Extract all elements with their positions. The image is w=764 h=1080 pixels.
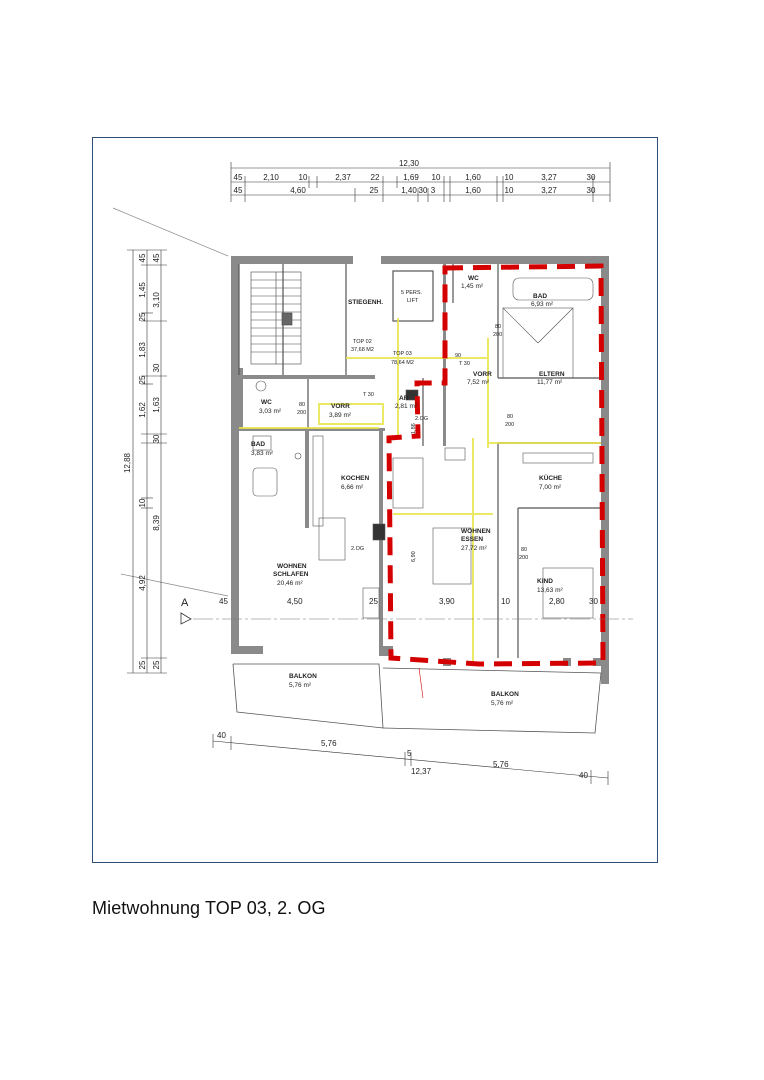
floor-label-2: 2.OG: [415, 416, 429, 422]
room-balkon-left: BALKON: [289, 673, 317, 680]
room-balkon-right-area: 5,76 m²: [491, 700, 514, 707]
svg-text:1,40: 1,40: [401, 186, 417, 195]
bottom-dim-left: 40: [217, 731, 226, 740]
left-dim-col-b: [152, 253, 161, 669]
svg-text:45: 45: [233, 186, 243, 195]
total-width-dim: 12,30: [398, 159, 420, 168]
room-vorr-left: VORR: [331, 403, 350, 410]
room-wc-left: WC: [261, 399, 272, 406]
svg-text:1,60: 1,60: [465, 173, 481, 182]
door-width-label: 90: [455, 353, 462, 359]
inner-dim-label: 4,50: [287, 597, 303, 606]
room-wc-top-area: 1,45 m²: [461, 283, 484, 290]
room-stiegenhaus: STIEGENH.: [348, 299, 384, 306]
fire-door-label: T 30: [459, 361, 470, 367]
svg-text:45: 45: [233, 173, 243, 182]
svg-text:10: 10: [431, 173, 441, 182]
svg-text:3,27: 3,27: [541, 186, 557, 195]
lift-label-2: LIFT: [407, 298, 419, 304]
room-kochen-area: 6,66 m²: [341, 484, 364, 491]
svg-text:10: 10: [504, 186, 514, 195]
svg-text:45: 45: [152, 253, 161, 263]
door-height-label: 200: [505, 422, 515, 428]
svg-text:3: 3: [430, 186, 436, 195]
room-bad-top: BAD: [533, 293, 548, 300]
room-wohnen-schlafen-2: SCHLAFEN: [273, 571, 309, 578]
room-vorr-left-area: 3,89 m²: [329, 412, 352, 419]
svg-text:30: 30: [586, 186, 596, 195]
bottom-dim-seg1: 5,76: [321, 739, 337, 748]
room-ar-area: 2,81 m²: [395, 403, 418, 410]
door-height-label: 200: [519, 555, 529, 561]
svg-text:30: 30: [152, 363, 161, 373]
wall-length-label: 6,90: [411, 551, 417, 562]
reference-line: [113, 208, 228, 256]
svg-text:3,27: 3,27: [541, 173, 557, 182]
room-kind-area: 13,63 m²: [537, 587, 563, 594]
room-wc-top: WC: [468, 275, 479, 282]
svg-text:1,62: 1,62: [138, 402, 147, 418]
svg-text:A: A: [181, 597, 189, 609]
top02-label: TOP 02: [353, 339, 372, 345]
svg-text:1,45: 1,45: [138, 282, 147, 298]
bottom-dim-mid: 5: [407, 749, 412, 758]
svg-text:4,60: 4,60: [290, 186, 306, 195]
svg-text:10: 10: [138, 498, 147, 508]
room-balkon-left-area: 5,76 m²: [289, 682, 312, 689]
door-height-label: 200: [493, 332, 503, 338]
svg-text:2,37: 2,37: [335, 173, 351, 182]
room-eltern-area: 11,77 m²: [537, 379, 563, 386]
bottom-dim-right: 40: [579, 771, 588, 780]
room-wohnen-schlafen-area: 20,46 m²: [277, 580, 303, 587]
door-width-label: 80: [299, 402, 306, 408]
svg-text:25: 25: [138, 660, 147, 670]
door-width-label: 80: [521, 547, 528, 553]
room-wohnen-essen-2: ESSEN: [461, 536, 484, 543]
floor-plan-frame: [92, 137, 658, 863]
section-marker: [181, 597, 633, 624]
room-ar: AR: [399, 395, 409, 402]
svg-text:25: 25: [138, 375, 147, 385]
room-bad-left: BAD: [251, 441, 266, 448]
total-height-dim: 12,88: [123, 452, 132, 474]
room-wohnen-schlafen-1: WOHNEN: [277, 563, 307, 570]
svg-text:3,10: 3,10: [152, 292, 161, 308]
svg-text:30: 30: [152, 434, 161, 444]
svg-text:10: 10: [298, 173, 308, 182]
lift-label-1: 5 PERS.: [401, 290, 423, 296]
svg-text:1,60: 1,60: [465, 186, 481, 195]
svg-text:2,10: 2,10: [263, 173, 279, 182]
door-width-label: 80: [495, 324, 502, 330]
svg-text:8,39: 8,39: [152, 515, 161, 531]
floor-plan: [93, 138, 656, 861]
bottom-dim-total: 12,37: [411, 767, 432, 776]
room-wohnen-essen-1: WOHNEN: [461, 528, 491, 535]
plan-caption: Mietwohnung TOP 03, 2. OG: [92, 898, 326, 918]
inner-dim-label: 45: [219, 597, 228, 606]
room-bad-left-area: 3,83 m²: [251, 450, 274, 457]
room-kueche-area: 7,00 m²: [539, 484, 562, 491]
inner-dim-label: 2,80: [549, 597, 565, 606]
svg-text:10: 10: [504, 173, 514, 182]
svg-text:25: 25: [152, 660, 161, 670]
door-height-label: 200: [297, 410, 307, 416]
room-eltern: ELTERN: [539, 371, 565, 378]
svg-text:45: 45: [138, 253, 147, 263]
staircase: [251, 272, 301, 364]
room-balkon-right: BALKON: [491, 691, 519, 698]
bottom-dim-seg2: 5,76: [493, 760, 509, 769]
wall-length-label: 1,86: [411, 423, 417, 434]
room-wohnen-essen-area: 27,72 m²: [461, 545, 487, 552]
door-width-label: 80: [507, 414, 514, 420]
top02-area: 37,68 M2: [351, 347, 374, 353]
svg-text:1,63: 1,63: [152, 397, 161, 413]
room-kochen: KOCHEN: [341, 475, 370, 482]
left-dim-col-a: [138, 253, 147, 669]
room-bad-top-area: 6,93 m²: [531, 301, 554, 308]
top-dim-row2: [234, 186, 596, 195]
room-kueche: KÜCHE: [539, 475, 563, 482]
top03-area: 78,64 M2: [391, 360, 414, 366]
bottom-dimensions: [213, 734, 608, 785]
floor-label-1: 2.OG: [351, 546, 365, 552]
svg-text:4,92: 4,92: [138, 575, 147, 591]
svg-text:30: 30: [418, 186, 428, 195]
svg-text:30: 30: [586, 173, 596, 182]
room-vorr-top: VORR: [473, 371, 492, 378]
inner-dim-label: 3,90: [439, 597, 455, 606]
room-kind: KIND: [537, 578, 553, 585]
room-vorr-top-area: 7,52 m²: [467, 379, 490, 386]
left-dimensions: [127, 250, 167, 673]
svg-text:1,83: 1,83: [138, 342, 147, 358]
inner-dim-label: 25: [369, 597, 378, 606]
svg-text:25: 25: [369, 186, 379, 195]
top-dim-row1: [234, 173, 596, 182]
inner-dim-label: 30: [589, 597, 598, 606]
inner-dim-label: 10: [501, 597, 510, 606]
svg-text:22: 22: [370, 173, 380, 182]
top03-label: TOP 03: [393, 351, 412, 357]
svg-text:25: 25: [138, 312, 147, 322]
fire-door-label: T 30: [363, 392, 374, 398]
top-dimensions: [231, 162, 610, 202]
room-wc-left-area: 3,03 m²: [259, 408, 282, 415]
svg-text:1,69: 1,69: [403, 173, 419, 182]
